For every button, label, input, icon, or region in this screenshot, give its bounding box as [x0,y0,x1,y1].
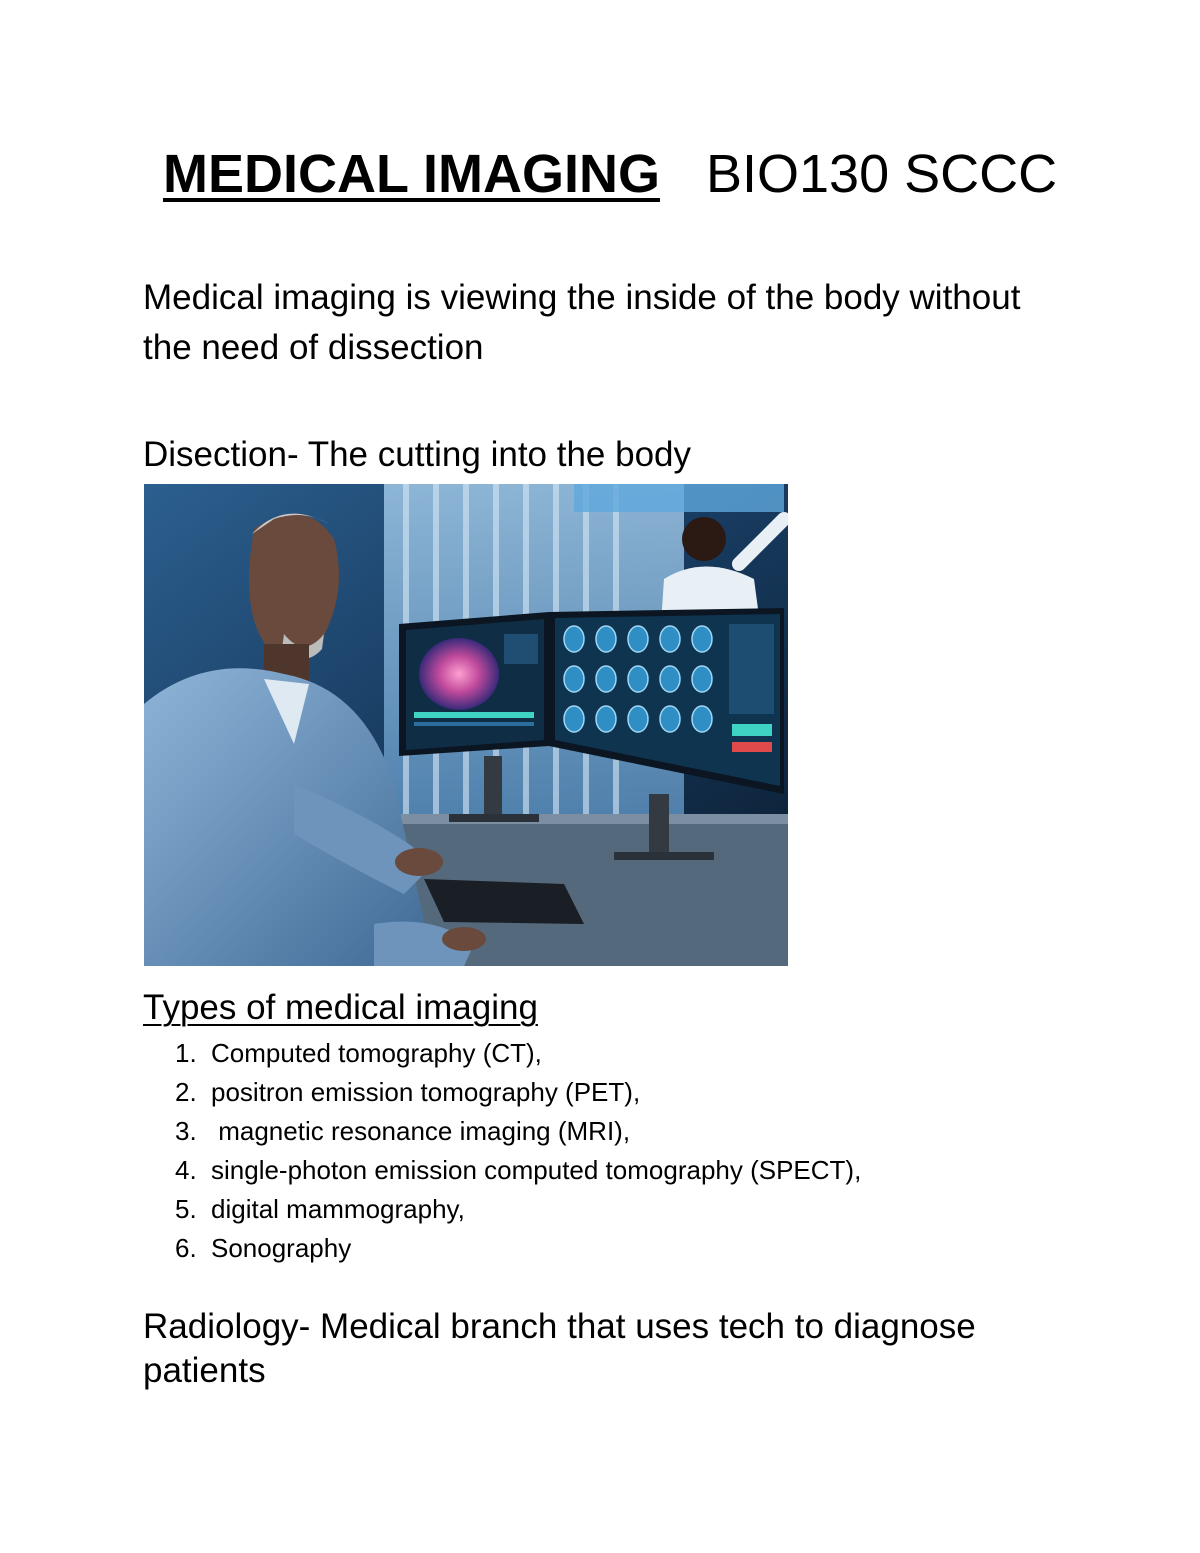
list-item [175,1229,861,1268]
list-item-number: 3. [175,1116,197,1146]
list-item-number: 1. [175,1038,197,1068]
list-item-label: positron emission tomography (PET), [211,1077,641,1107]
list-item-number: 6. [175,1233,197,1263]
list-item-label: single-photon emission computed tomography (SPECT), [211,1155,862,1185]
imaging-types-list [175,1034,861,1268]
types-heading: Types of medical imaging [143,988,538,1027]
list-item-label: digital mammography, [211,1194,465,1224]
list-item-number: 5. [175,1194,197,1224]
list-item [175,1190,861,1229]
intro-paragraph: Medical imaging is viewing the inside of the body without the need of dissection [143,278,1021,367]
list-item [175,1112,861,1151]
list-item-number: 4. [175,1155,197,1185]
list-item-label: Sonography [211,1233,352,1263]
document-title [163,142,1057,206]
dissection-definition: Disection- The cutting into the body [143,435,692,474]
radiology-definition: Radiology- Medical branch that uses tech to diagnose patients [143,1307,976,1390]
title-course-code: BIO130 SCCC [706,144,1058,204]
list-item-number: 2. [175,1077,197,1107]
list-item [175,1034,861,1073]
list-item [175,1073,861,1112]
list-item-label: Computed tomography (CT), [211,1038,542,1068]
radiologist-photo [144,484,788,966]
title-main: MEDICAL IMAGING [163,144,660,204]
list-item-label: magnetic resonance imaging (MRI), [211,1116,631,1146]
list-item [175,1151,861,1190]
